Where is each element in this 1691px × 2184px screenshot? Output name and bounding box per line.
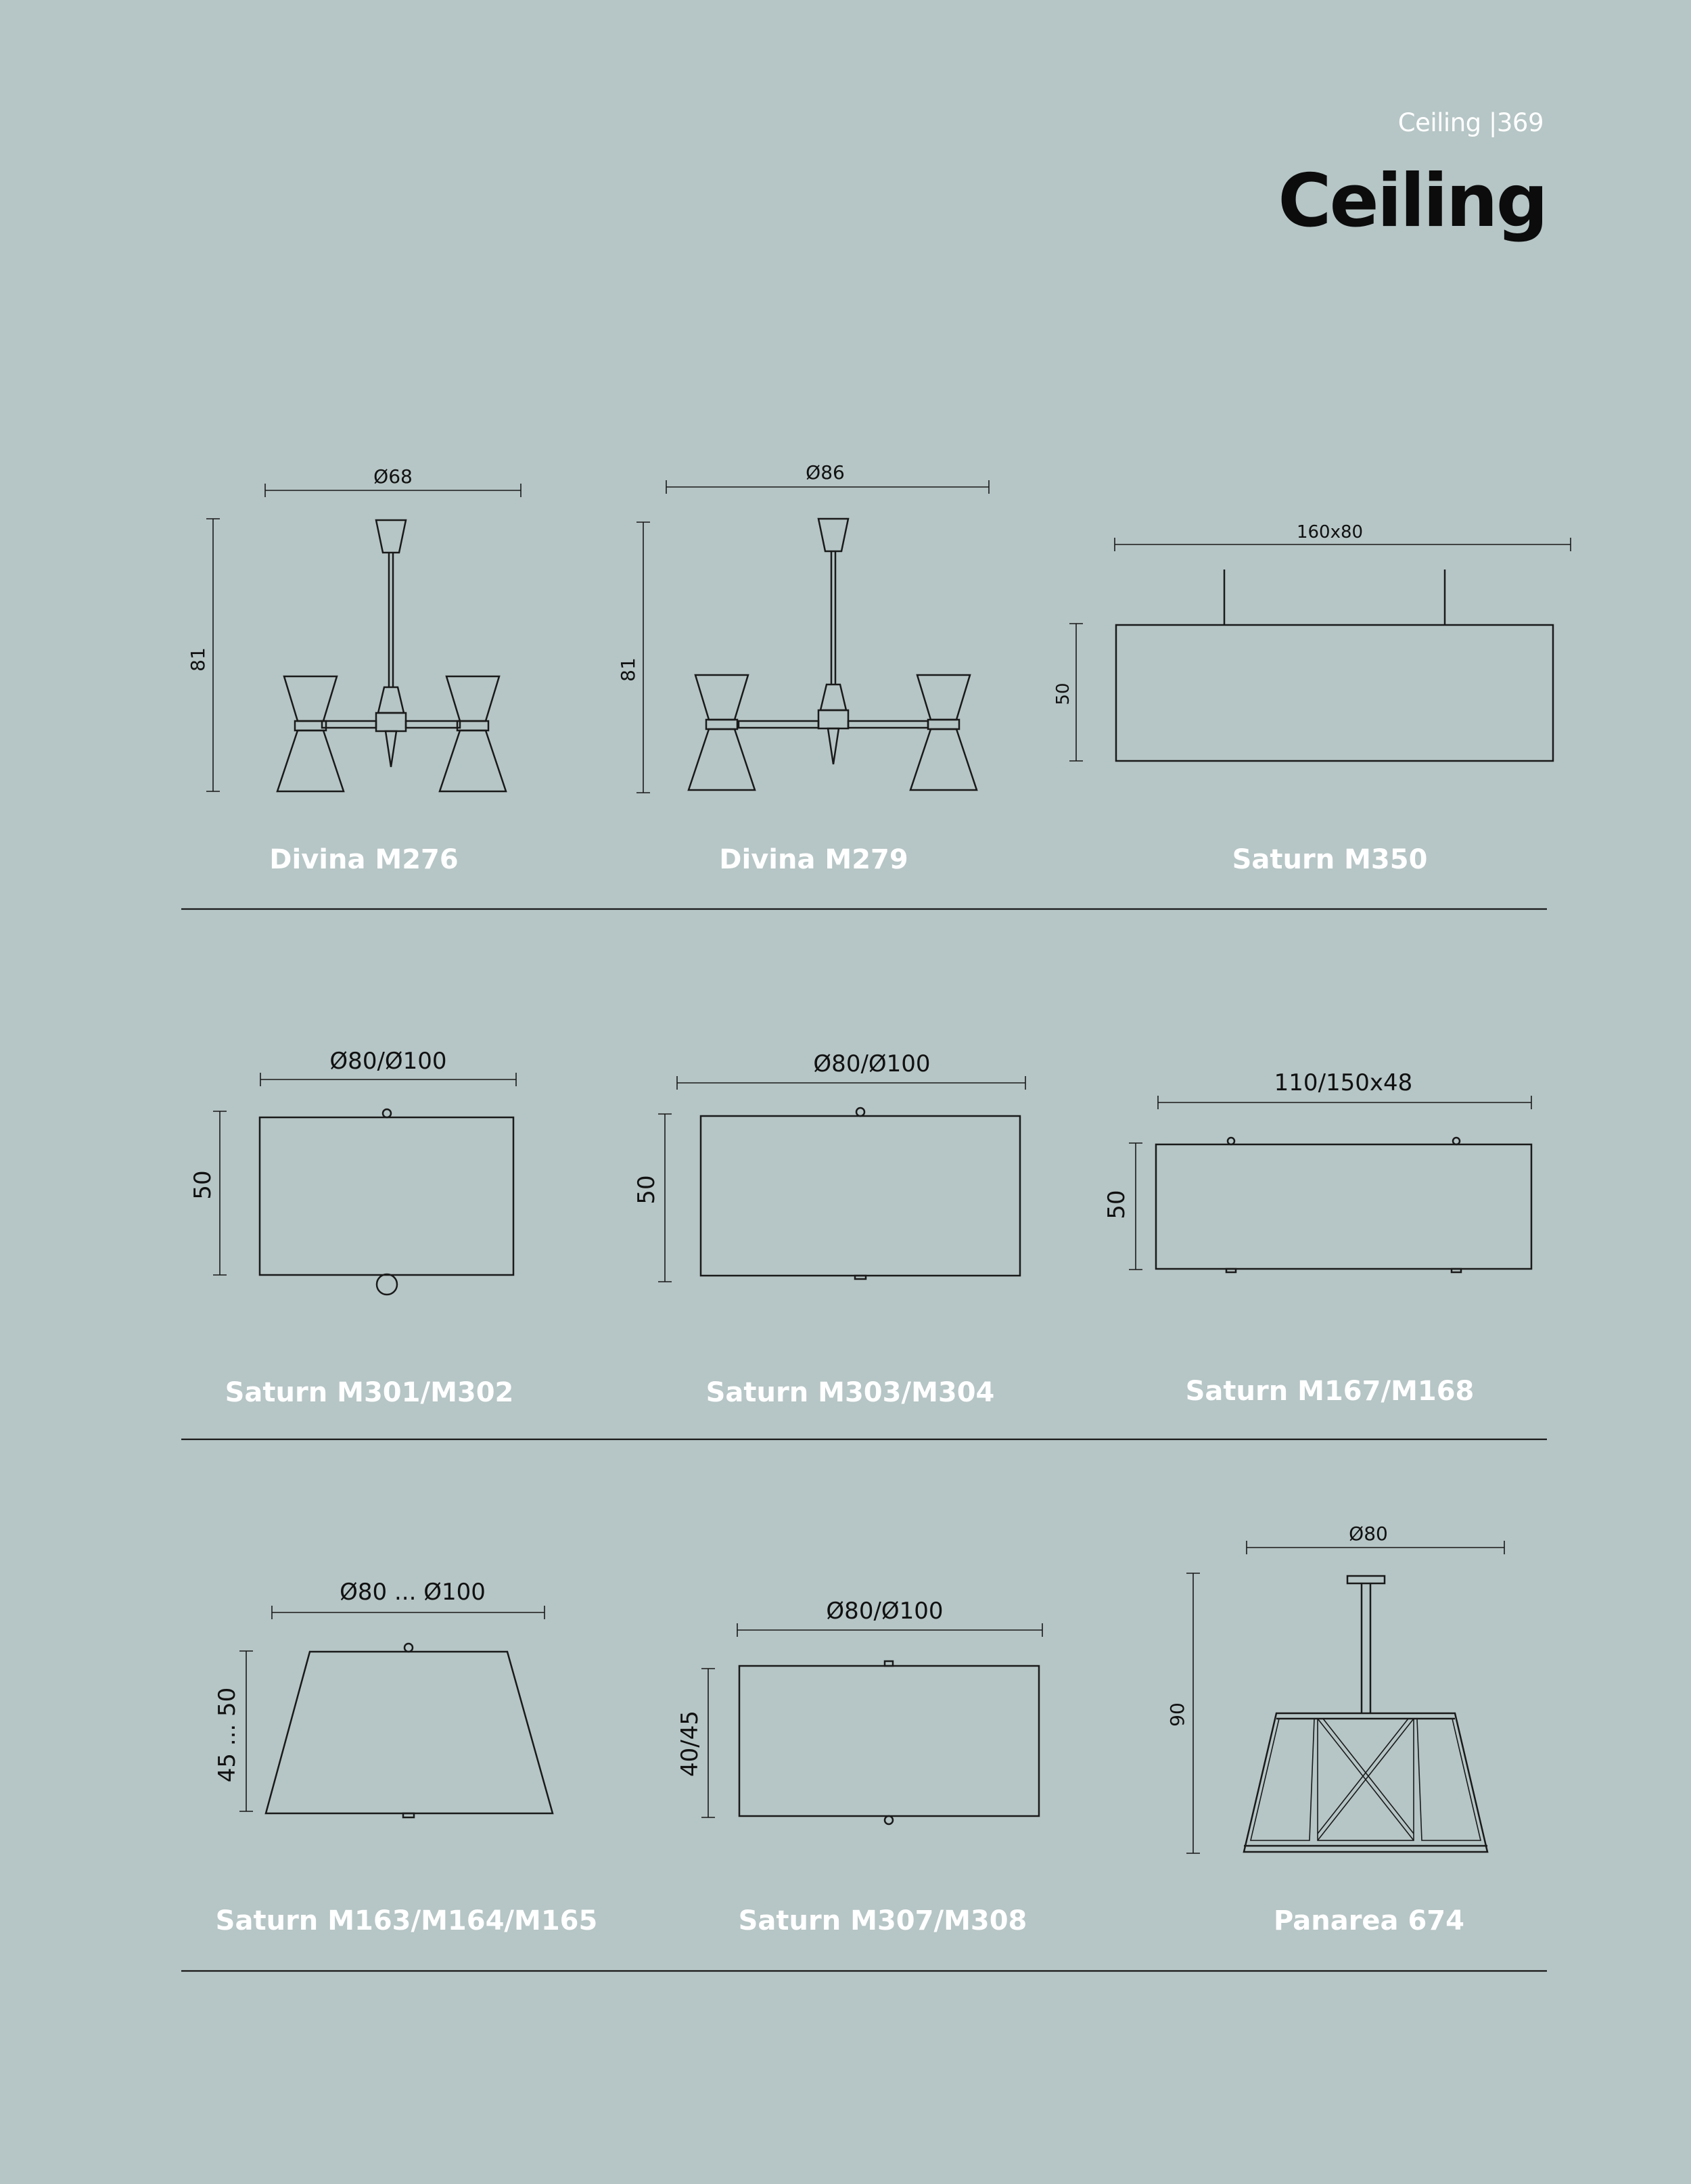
height-dimension (214, 1651, 253, 1811)
panarea-674-drawing (1244, 1576, 1487, 1852)
width-label: Ø80/Ø100 (813, 1050, 931, 1077)
width-label: Ø80/Ø100 (329, 1048, 447, 1075)
height-label: 50 (1053, 682, 1073, 705)
height-label: 45 ... 50 (214, 1687, 241, 1783)
saturn-m350-drawing (1116, 570, 1553, 761)
width-dimension (260, 1048, 516, 1086)
divina-m279-drawing (689, 519, 977, 790)
height-dimension (187, 519, 220, 791)
product-saturn-m350 (1053, 522, 1571, 875)
product-name: Saturn M167/M168 (1185, 1376, 1475, 1407)
product-panarea-674 (1166, 1523, 1504, 1936)
product-name: Saturn M350 (1232, 844, 1428, 875)
saturn-m301-drawing (260, 1109, 513, 1295)
page-title: Ceiling (1278, 159, 1546, 243)
product-saturn-m301-m302 (189, 1048, 516, 1408)
product-name: Panarea 674 (1274, 1905, 1464, 1936)
height-dimension (676, 1669, 715, 1817)
width-dimension (666, 461, 989, 494)
height-dimension (617, 522, 650, 793)
product-name: Saturn M163/M164/M165 (215, 1905, 598, 1936)
running-head: Ceiling |369 (1397, 108, 1544, 137)
product-saturn-m303-m304 (633, 1050, 1025, 1408)
product-saturn-m167-m168 (1103, 1069, 1531, 1407)
height-label: 50 (633, 1175, 660, 1205)
product-name: Divina M276 (269, 844, 459, 875)
product-name: Saturn M301/M302 (225, 1377, 514, 1408)
width-label: Ø86 (806, 461, 845, 484)
product-saturn-m307-m308 (676, 1598, 1042, 1936)
saturn-m163-drawing (266, 1644, 553, 1817)
product-divina-m279 (617, 461, 989, 875)
width-label: 160x80 (1296, 522, 1364, 542)
height-dimension (1103, 1143, 1142, 1270)
saturn-m307-drawing (739, 1661, 1039, 1824)
height-label: 50 (1103, 1190, 1130, 1219)
height-dimension (1053, 624, 1083, 761)
height-label: 90 (1166, 1702, 1188, 1727)
product-name: Saturn M303/M304 (705, 1377, 995, 1408)
height-label: 40/45 (676, 1711, 703, 1777)
height-label: 81 (187, 647, 209, 672)
saturn-m303-drawing (701, 1108, 1020, 1279)
width-dimension (737, 1598, 1042, 1637)
product-name: Saturn M307/M308 (738, 1905, 1027, 1936)
height-dimension (633, 1114, 672, 1282)
width-dimension (265, 465, 521, 497)
width-dimension (1115, 522, 1571, 551)
width-dimension (1247, 1523, 1504, 1554)
height-dimension (189, 1111, 227, 1275)
width-label: Ø68 (373, 465, 413, 488)
product-saturn-m163-m165 (214, 1579, 597, 1936)
saturn-m167-drawing (1156, 1138, 1531, 1272)
divina-m276-drawing (277, 520, 506, 791)
width-label: 110/150x48 (1274, 1069, 1413, 1096)
product-divina-m276 (187, 465, 521, 875)
width-label: Ø80 ... Ø100 (340, 1579, 486, 1606)
height-label: 81 (617, 657, 639, 682)
product-name: Divina M279 (719, 844, 908, 875)
width-label: Ø80 (1349, 1523, 1388, 1545)
width-dimension (272, 1579, 545, 1619)
height-label: 50 (189, 1170, 216, 1200)
width-label: Ø80/Ø100 (826, 1598, 944, 1625)
width-dimension (677, 1050, 1025, 1090)
height-dimension (1166, 1573, 1200, 1853)
width-dimension (1158, 1069, 1531, 1109)
